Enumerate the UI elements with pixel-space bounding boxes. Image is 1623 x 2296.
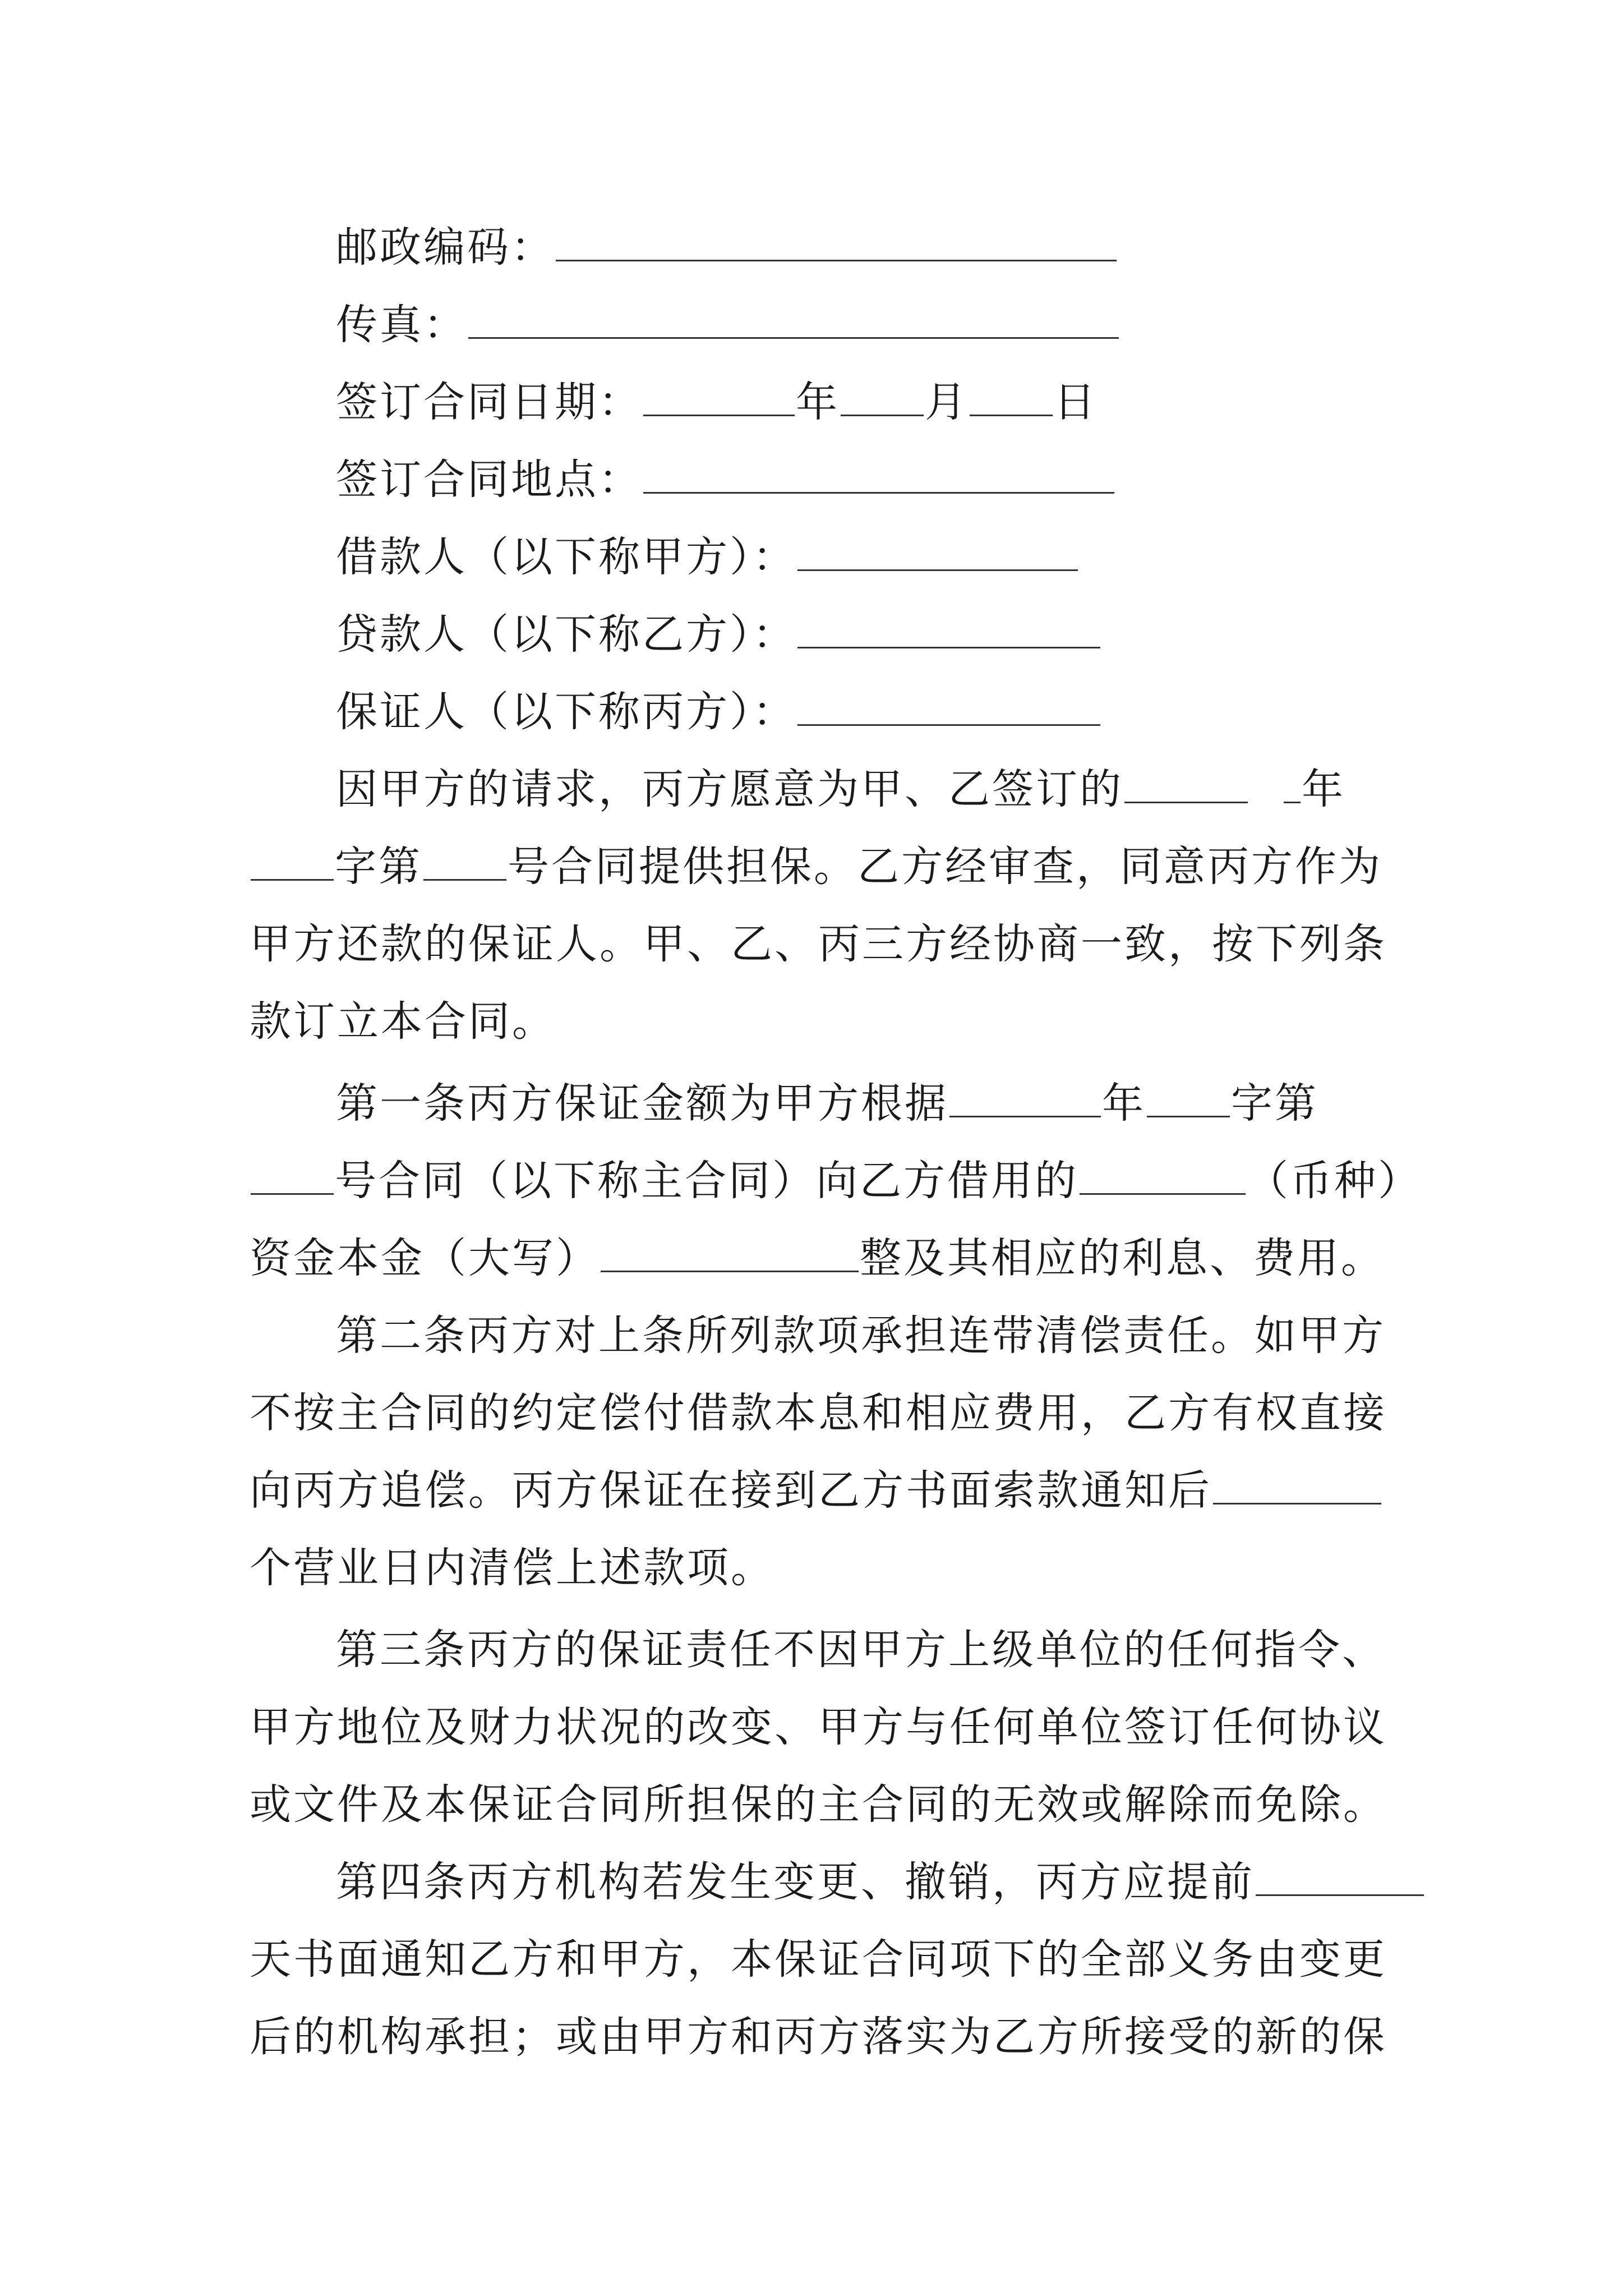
article3-line-2 — [250, 1688, 1387, 1766]
article1-text-f: 资金本金（大写） — [250, 1234, 600, 1282]
month-text: 月 — [925, 378, 969, 426]
article3-line-3 — [250, 1766, 1387, 1843]
article2-days-blank[interactable] — [1213, 1468, 1381, 1504]
preamble-year-blank-b[interactable] — [1284, 767, 1301, 803]
article3-text-1: 第三条丙方的保证责任不因甲方上级单位的任何指令、 — [336, 1626, 1386, 1674]
year-text: 年 — [796, 378, 840, 426]
article4-line-3 — [250, 1998, 1387, 2076]
borrower-blank[interactable] — [797, 535, 1078, 571]
sign-year-blank[interactable] — [643, 380, 795, 416]
preamble-text-5: 甲方还款的保证人。甲、乙、丙三方经协商一致，按下列条 — [250, 920, 1387, 968]
sign-date-label: 签订合同日期： — [336, 378, 642, 426]
preamble-line-4 — [250, 983, 1382, 1060]
preamble-year-blank-a[interactable] — [1124, 767, 1248, 803]
fax-blank[interactable] — [468, 302, 1119, 339]
day-text: 日 — [1054, 378, 1098, 426]
postal-code-line — [250, 209, 1382, 286]
article1-number-blank[interactable] — [251, 1158, 334, 1195]
article1-line-3 — [250, 1220, 1385, 1297]
article4-line-2 — [250, 1921, 1387, 1998]
guarantor-line — [250, 673, 1382, 751]
fax-label: 传真： — [336, 301, 467, 349]
preamble-text-4: 号合同提供担保。乙方经审查，同意丙方作为 — [508, 843, 1382, 891]
fax-line — [250, 286, 1382, 364]
preamble-line-3 — [250, 905, 1387, 983]
article1-text-g: 整及其相应的利息、费用。 — [860, 1234, 1385, 1282]
article2-line-2 — [250, 1374, 1387, 1452]
article1-text-a: 第一条丙方保证金额为甲方根据 — [336, 1079, 948, 1128]
lender-label: 贷款人（以下称乙方）： — [336, 610, 796, 659]
article1-text-d: 号合同（以下称主合同）向乙方借用的 — [335, 1157, 1078, 1205]
article2-text-2: 不按主合同的约定偿付借款本息和相应费用，乙方有权直接 — [250, 1389, 1387, 1437]
preamble-word-text: 字第 — [335, 843, 422, 891]
article2-text-4: 个营业日内清偿上述款项。 — [250, 1544, 774, 1592]
preamble-line-2 — [250, 828, 1382, 905]
article4-days-blank[interactable] — [1256, 1860, 1424, 1896]
sign-place-label: 签订合同地点： — [336, 455, 642, 504]
guarantor-blank[interactable] — [797, 689, 1100, 726]
article1-year-text: 年 — [1102, 1079, 1146, 1128]
article4-text-1: 第四条丙方机构若发生变更、撤销，丙方应提前 — [336, 1858, 1255, 1906]
preamble-year-text: 年 — [1302, 765, 1345, 813]
article1-amount-blank[interactable] — [601, 1236, 859, 1272]
preamble-text-1: 因甲方的请求，丙方愿意为甲、乙签订的 — [336, 765, 1123, 813]
article4-text-2: 天书面通知乙方和甲方，本保证合同项下的全部义务由变更 — [250, 1935, 1387, 1984]
sign-month-blank[interactable] — [841, 380, 924, 416]
article3-line-1 — [250, 1611, 1386, 1688]
article4-text-3: 后的机构承担；或由甲方和丙方落实为乙方所接受的新的保 — [250, 2013, 1387, 2061]
postal-code-label: 邮政编码： — [336, 223, 555, 272]
contract-body — [250, 209, 1422, 2076]
article1-line-2 — [250, 1142, 1422, 1220]
preamble-line-1 — [250, 751, 1382, 828]
article3-text-2: 甲方地位及财力状况的改变、甲方与任何单位签订任何协议 — [250, 1703, 1387, 1751]
article1-text-c: 字第 — [1231, 1079, 1318, 1128]
article2-line-3 — [250, 1452, 1382, 1529]
article1-line-1 — [250, 1065, 1382, 1142]
lender-blank[interactable] — [797, 612, 1100, 648]
guarantor-label: 保证人（以下称丙方）： — [336, 688, 796, 736]
article1-currency-blank[interactable] — [1080, 1158, 1246, 1195]
sign-place-blank[interactable] — [643, 457, 1114, 494]
preamble-number-blank[interactable] — [423, 844, 506, 881]
borrower-label: 借款人（以下称甲方）： — [336, 533, 796, 581]
postal-code-blank[interactable] — [556, 225, 1117, 261]
preamble-word-blank[interactable] — [251, 844, 334, 881]
lender-line — [250, 596, 1382, 673]
article4-line-1 — [250, 1843, 1382, 1921]
article2-line-4 — [250, 1529, 1382, 1607]
preamble-text-6: 款订立本合同。 — [250, 997, 556, 1046]
article3-text-3: 或文件及本保证合同所担保的主合同的无效或解除而免除。 — [250, 1780, 1387, 1829]
sign-place-line — [250, 441, 1382, 518]
article1-year-blank[interactable] — [949, 1081, 1101, 1117]
borrower-line — [250, 518, 1382, 596]
article2-text-3: 向丙方追偿。丙方保证在接到乙方书面索款通知后 — [250, 1466, 1212, 1515]
article1-word-blank[interactable] — [1147, 1081, 1230, 1117]
article2-line-1 — [250, 1297, 1386, 1374]
article1-text-e: （币种） — [1247, 1157, 1422, 1205]
article2-text-1: 第二条丙方对上条所列款项承担连带清偿责任。如甲方 — [336, 1312, 1386, 1360]
sign-day-blank[interactable] — [970, 380, 1053, 416]
sign-date-line — [250, 364, 1382, 441]
